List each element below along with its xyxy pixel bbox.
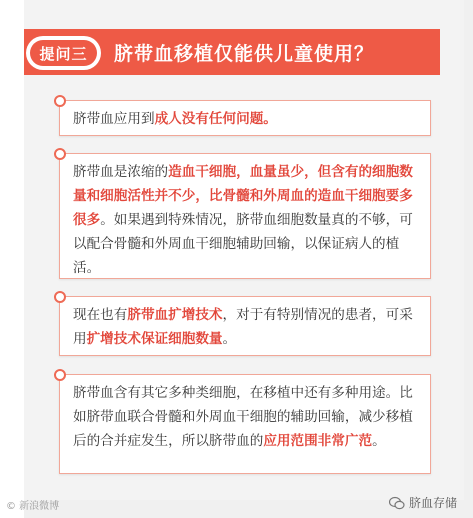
answer-box-3 <box>59 296 431 356</box>
wechat-icon <box>389 496 405 510</box>
answer-box-2 <box>59 153 431 279</box>
highlight-text: 应用范围非常广范 <box>263 433 373 449</box>
box-4-text <box>73 385 413 449</box>
highlight-text: 扩增技术保证细胞数量 <box>86 331 223 347</box>
watermark-left: © 新浪微博 <box>6 501 60 512</box>
left-strip <box>0 0 24 518</box>
body-text: 现在也有 <box>73 307 128 323</box>
body-text: 。如果遇到特殊情况，脐带血细胞数量真的不够，可以配合骨髓和外周血干细胞辅助回输，以保证病人的植活。 <box>73 212 413 276</box>
bullet-dot-2 <box>54 148 66 160</box>
body-text: 。 <box>222 331 237 347</box>
question-badge: 提问三 <box>30 40 97 66</box>
body-text: 。 <box>372 433 386 449</box>
body-text: ，对于有特别情况的患者，可采用 <box>73 307 413 347</box>
bullet-dot-3 <box>54 291 66 303</box>
watermark-right <box>389 494 457 511</box>
body-text: 脐带血应用到 <box>73 111 155 127</box>
page-title: 脐带血移植仅能供儿童使用？ <box>114 42 375 65</box>
highlight-text: 脐带血扩增技术 <box>127 307 223 323</box>
box-2-text <box>73 164 413 276</box>
account-name: 脐血存储 <box>408 496 457 510</box>
bullet-dot-4 <box>54 369 66 381</box>
answer-box-4 <box>59 374 431 474</box>
body-text: 脐带血含有其它多种类细胞，在移植中还有多种用途。比如脐带血联合骨髓和外周血干细胞的辅助回输，减少移植后的合并症发生，所以脐带血的 <box>73 385 413 449</box>
highlight-text: 成人没有任何问题。 <box>154 111 277 127</box>
bullet-dot-1 <box>54 95 66 107</box>
answer-box-1 <box>59 100 431 136</box>
highlight-text: 造血干细胞，血量虽少，但含有的细胞数量和细胞活性并不少，比骨髓和外周血的造血干细胞要多很多 <box>73 164 413 228</box>
box-3-text <box>73 307 413 347</box>
box-1-text <box>73 111 277 127</box>
body-text: 脐带血是浓缩的 <box>73 164 169 180</box>
